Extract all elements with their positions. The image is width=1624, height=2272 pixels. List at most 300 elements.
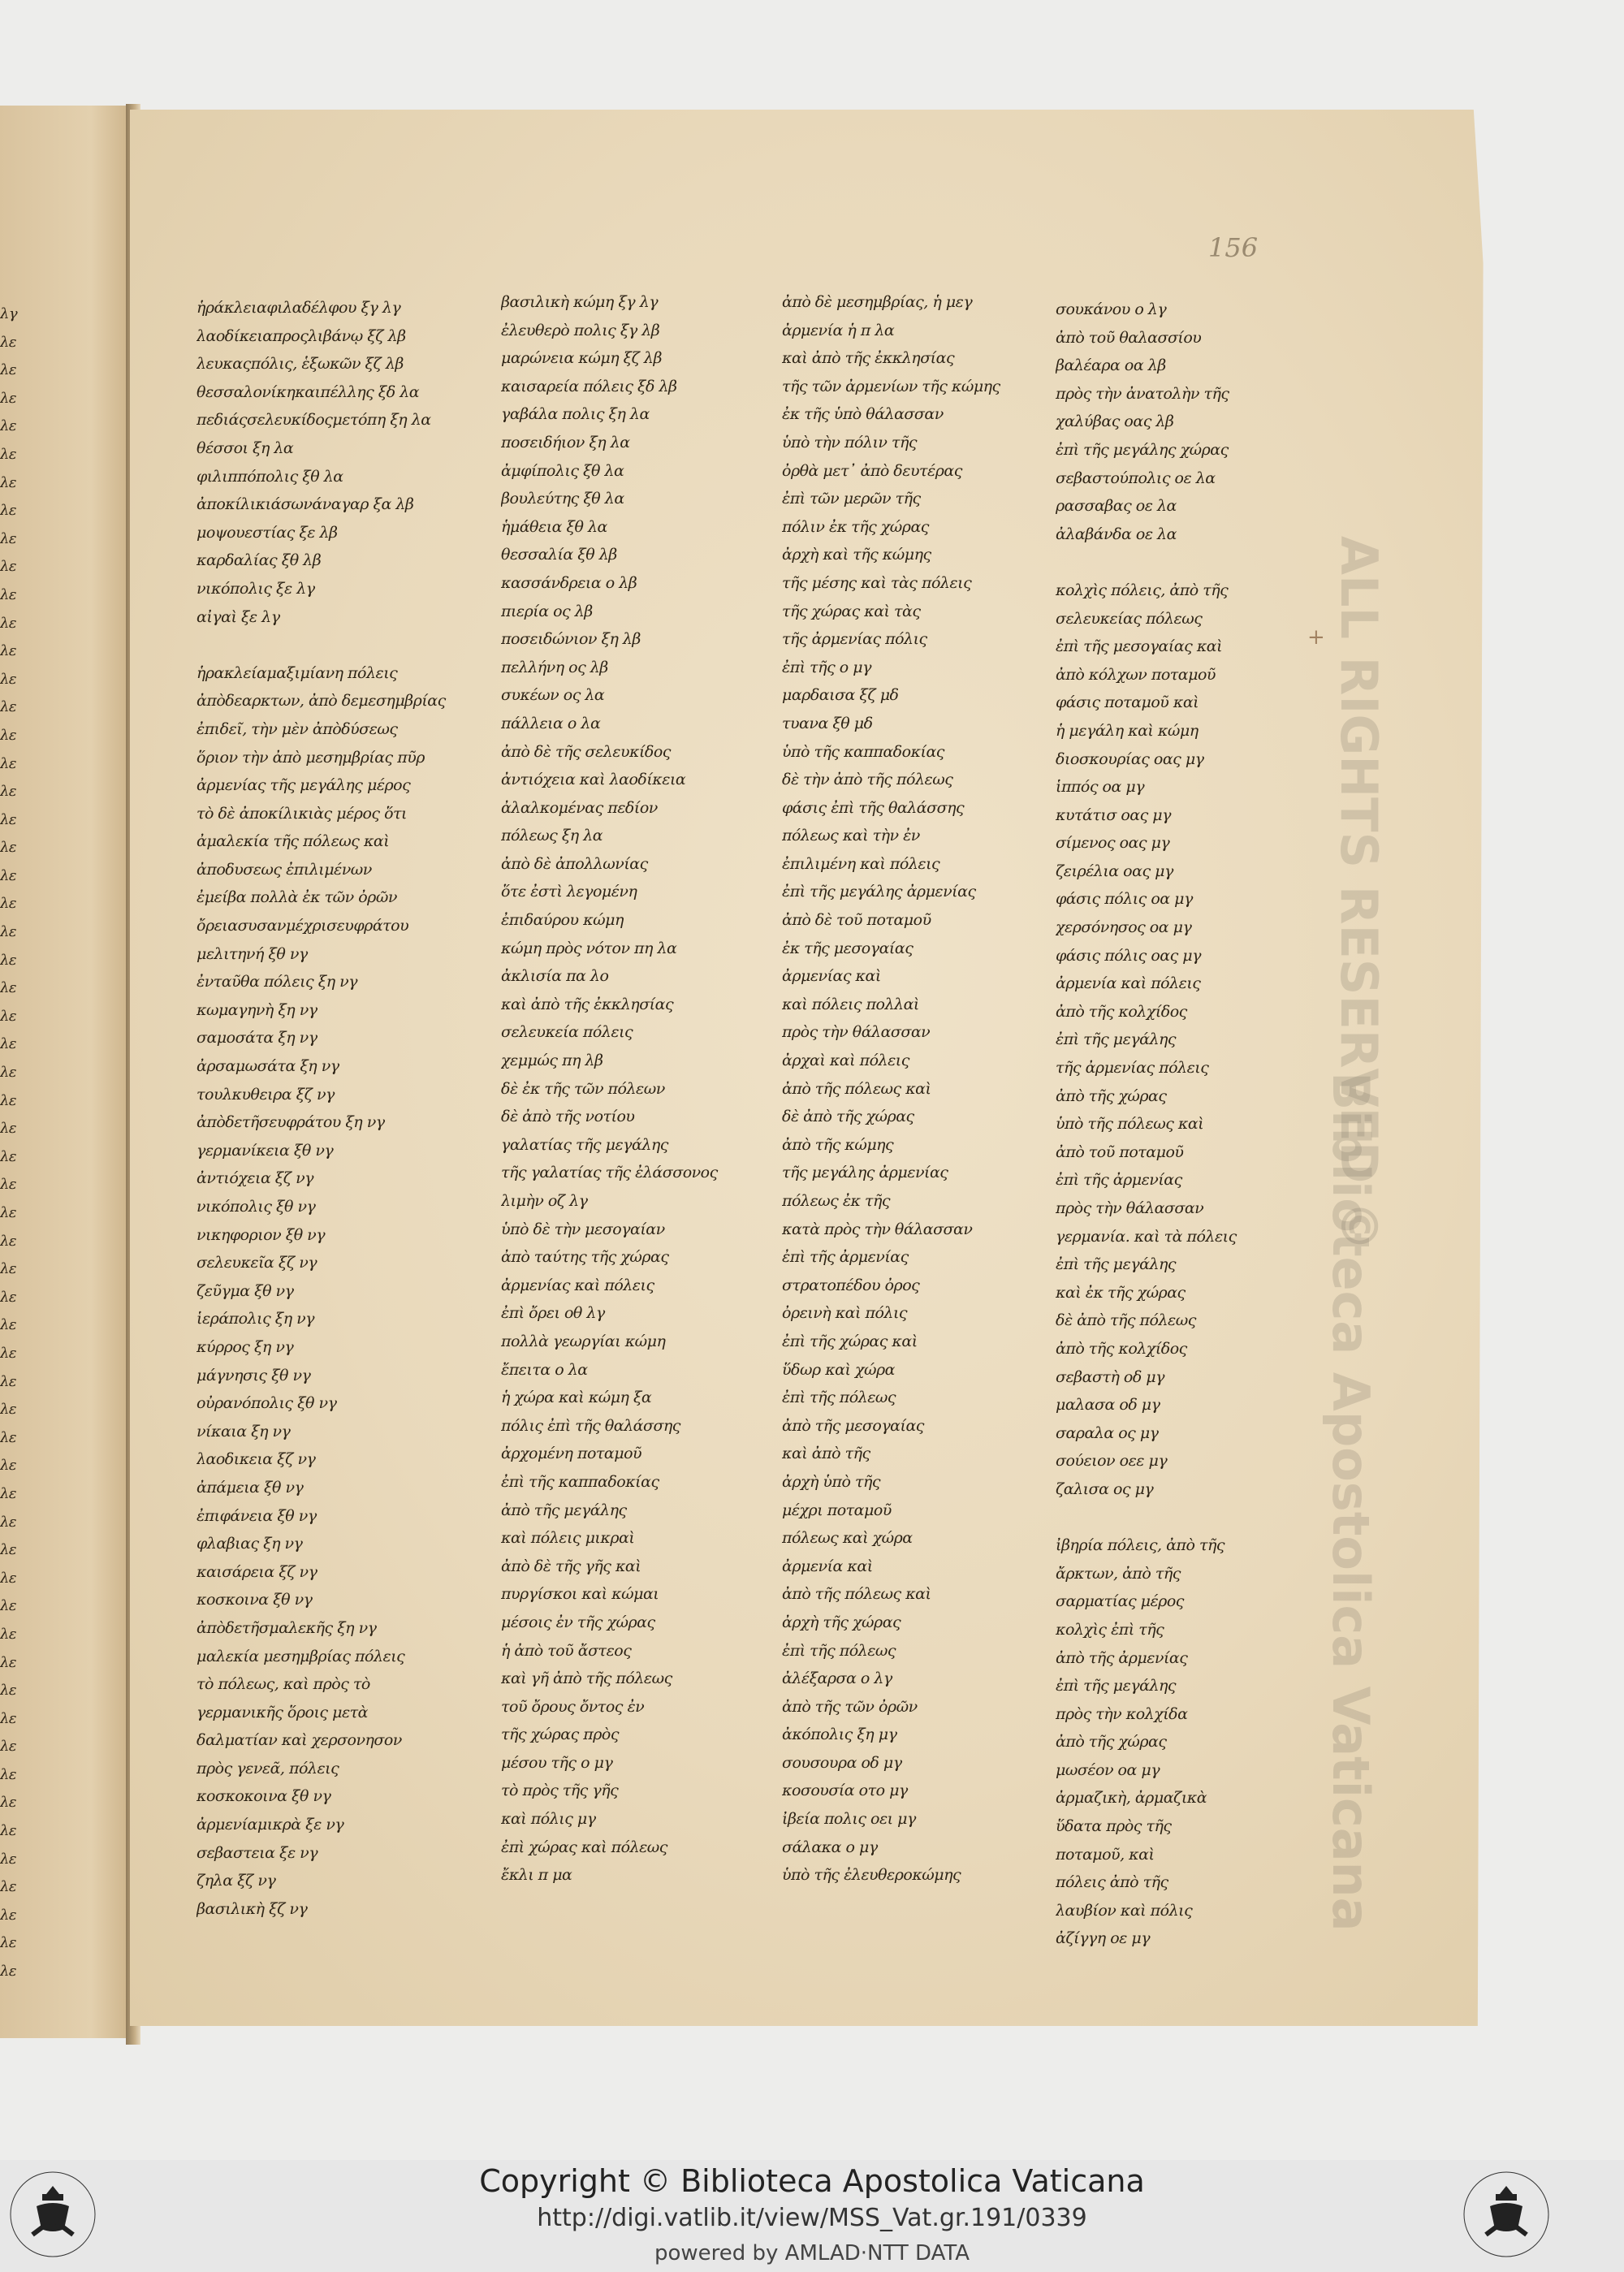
manuscript-line: πρὸς τὴν ἀνατολὴν τῆς	[1056, 384, 1229, 403]
manuscript-line: ἀρχὴ τῆς χώρας	[782, 1613, 901, 1631]
manuscript-line: ἐπὶ τῆς μεσογαίας καὶ	[1056, 637, 1223, 656]
manuscript-line: σουκάνου ο λγ	[1056, 300, 1167, 318]
manuscript-line: ἀπάμεια ξθ νγ	[197, 1478, 304, 1497]
left-margin-line: λε	[0, 810, 17, 828]
manuscript-line: ἐπὶ τῆς καππαδοκίας	[501, 1472, 659, 1491]
manuscript-line: καὶ πόλεις πολλαὶ	[782, 995, 919, 1013]
manuscript-line: λαοδίκειαπροςλιβάνῳ ξζ λβ	[197, 326, 406, 345]
manuscript-line: τῆς ἀρμενίας πόλις	[782, 630, 927, 649]
manuscript-line: ἀρμενία ἡ π λα	[782, 321, 895, 339]
manuscript-line: ἐπιδαύρου κώμη	[501, 911, 624, 930]
left-margin-line: λε	[0, 1260, 17, 1278]
manuscript-line: ὑπὸ τῆς ἐλευθεροκώμης	[782, 1866, 961, 1885]
manuscript-line: ἀποκίλικιάσωνάναγαρ ξα λβ	[197, 495, 414, 514]
manuscript-line: μαρώνεια κώμη ξζ λβ	[501, 349, 662, 368]
manuscript-line: τῆς γαλατίας τῆς ἐλάσσονος	[501, 1164, 718, 1182]
watermark-library: Biblioteca Apostolica Vaticana	[1321, 1072, 1380, 1932]
manuscript-line: μάγνησις ξθ νγ	[197, 1366, 311, 1384]
manuscript-line: κατὰ πρὸς τὴν θάλασσαν	[782, 1220, 973, 1238]
manuscript-line: κοσκοινα ξθ νγ	[197, 1591, 313, 1609]
manuscript-line: πολλὰ γεωργίαι κώμη	[501, 1332, 666, 1350]
manuscript-line: κολχὶς ἐπὶ τῆς	[1056, 1620, 1164, 1639]
manuscript-line: καὶ ἀπὸ τῆς ἐκκλησίας	[501, 995, 674, 1013]
left-margin-line: λε	[0, 1906, 17, 1924]
manuscript-line: μαρδαισα ξζ μδ	[782, 686, 899, 705]
manuscript-line: ἀρχομένη ποταμοῦ	[501, 1445, 642, 1463]
manuscript-line: μελιτηνή ξθ νγ	[197, 944, 308, 963]
left-margin-line: λε	[0, 698, 17, 716]
manuscript-line: ἀπὸ τοῦ θαλασσίου	[1056, 328, 1202, 347]
manuscript-line: χεμμώς πη λβ	[501, 1052, 603, 1070]
manuscript-line: πιερία ος λβ	[501, 602, 593, 620]
manuscript-line: ἀπὸ δὲ μεσημβρίας, ἡ μεγ	[782, 293, 973, 311]
manuscript-line: ὅτε ἐστὶ λεγομένη	[501, 883, 637, 901]
manuscript-line: ἀμαλεκία τῆς πόλεως καὶ	[197, 832, 390, 851]
manuscript-line: ὄρειασυσανμέχρισευφράτου	[197, 917, 409, 935]
left-margin-line: λε	[0, 585, 17, 603]
manuscript-line: βουλεύτης ξθ λα	[501, 490, 624, 508]
left-margin-line: λε	[0, 1850, 17, 1868]
manuscript-line: ἡράκλειαφιλαδέλφου ξγ λγ	[197, 299, 401, 317]
left-margin-line: λε	[0, 895, 17, 913]
left-margin-line: λε	[0, 389, 17, 407]
manuscript-line: σαμοσάτα ξη νγ	[197, 1029, 317, 1047]
manuscript-line: ἐπὶ τῶν μερῶν τῆς	[782, 490, 921, 508]
left-margin-line: λε	[0, 866, 17, 884]
manuscript-line: κυτάτισ οας μγ	[1056, 806, 1171, 824]
manuscript-line: καὶ ἐκ τῆς χώρας	[1056, 1283, 1186, 1302]
manuscript-line	[1056, 548, 1324, 577]
manuscript-line: πόλεις ἀπὸ τῆς	[1056, 1873, 1168, 1892]
left-margin-line: λε	[0, 529, 17, 547]
manuscript-line: μοψουεστίας ξε λβ	[197, 523, 338, 542]
manuscript-line: ἡ ἀπὸ τοῦ ἄστεος	[501, 1641, 632, 1660]
manuscript-line: λευκαςπόλις, ἑξωκῶν ξζ λβ	[197, 355, 404, 374]
manuscript-line: καὶ ἀπὸ τῆς	[782, 1445, 870, 1463]
manuscript-line: καρδαλίας ξθ λβ	[197, 551, 322, 570]
manuscript-line: νικόπολις ξε λγ	[197, 579, 315, 598]
manuscript-line: συκέων ος λα	[501, 686, 605, 705]
manuscript-line: καὶ πόλεις μικραὶ	[501, 1529, 635, 1548]
manuscript-line: φάσις πόλις οα μγ	[1056, 890, 1193, 909]
manuscript-line: ἀρμαζικὴ, ἀρμαζικὰ	[1056, 1789, 1207, 1808]
manuscript-line: κοσκοκοινα ξθ νγ	[197, 1787, 331, 1806]
left-margin-line: λε	[0, 473, 17, 491]
manuscript-line: σούειον οεε μγ	[1056, 1452, 1168, 1471]
manuscript-line: θέσσοι ξη λα	[197, 438, 294, 457]
text-column-4	[1056, 296, 1324, 1953]
manuscript-line: καὶ γῆ ἀπὸ τῆς πόλεως	[501, 1669, 672, 1688]
manuscript-line: ποσειδήιον ξη λα	[501, 433, 630, 451]
powered-by-text: powered by AMLAD·NTT DATA	[654, 2241, 970, 2266]
manuscript-line: τῆς μέσης καὶ τὰς πόλεις	[782, 573, 972, 592]
manuscript-line: τοῦ ὄρους ὄντος ἐν	[501, 1697, 645, 1716]
manuscript-line: ἄρκτων, ἀπὸ τῆς	[1056, 1564, 1181, 1583]
manuscript-line: ἀρσαμωσάτα ξη νγ	[197, 1057, 339, 1076]
left-margin-line: λε	[0, 979, 17, 997]
manuscript-line: τυανα ξθ μδ	[782, 714, 873, 732]
left-margin-line: λε	[0, 417, 17, 435]
manuscript-line: χερσόνησος οα μγ	[1056, 918, 1192, 937]
left-margin-line: λε	[0, 1120, 17, 1138]
manuscript-line: μέσοις ἐν τῆς χώρας	[501, 1613, 655, 1631]
manuscript-line: ἐπὶ τῆς μεγάλης ἀρμενίας	[782, 883, 976, 901]
manuscript-line: θεσσαλία ξθ λβ	[501, 546, 617, 564]
left-margin-line: λε	[0, 1653, 17, 1671]
left-margin-line: λε	[0, 1035, 17, 1053]
left-margin-line: λε	[0, 1147, 17, 1165]
manuscript-line: ὕδωρ καὶ χώρα	[782, 1360, 895, 1379]
manuscript-line: πόλεως καὶ χώρα	[782, 1529, 913, 1548]
manuscript-line: μαλεκία μεσημβρίας πόλεις	[197, 1647, 405, 1665]
text-column-1	[197, 294, 464, 1923]
manuscript-line: ἀρχὴ ὑπὸ τῆς	[782, 1472, 880, 1491]
manuscript-line: πόλιν ἐκ τῆς χώρας	[782, 517, 929, 536]
left-margin-line: λε	[0, 1007, 17, 1025]
manuscript-line: ἀρχὴ καὶ τῆς κώμης	[782, 546, 931, 564]
manuscript-line: θεσσαλονίκηκαιπέλλης ξδ λα	[197, 382, 420, 401]
manuscript-line: φάσις ἐπὶ τῆς θαλάσσης	[782, 798, 965, 817]
manuscript-line: ζαλισα ος μγ	[1056, 1479, 1154, 1498]
left-margin-line: λε	[0, 1484, 17, 1502]
manuscript-line: γαλατίας τῆς μεγάλης	[501, 1135, 668, 1154]
left-margin-line: λε	[0, 1738, 17, 1756]
manuscript-line: κώμη πρὸς νότον πη λα	[501, 939, 677, 957]
manuscript-line: ἐπὶ τῆς ἀρμενίας	[1056, 1171, 1182, 1190]
manuscript-line: ἀπὸδετῆσευφράτου ξη νγ	[197, 1113, 385, 1132]
left-margin-line: λε	[0, 502, 17, 520]
manuscript-line: ἀρμενίας τῆς μεγάλης μέρος	[197, 776, 411, 795]
left-margin-line: λε	[0, 839, 17, 857]
manuscript-line: ὕδατα πρὸς τῆς	[1056, 1817, 1172, 1836]
manuscript-line: γερμανίκεια ξθ νγ	[197, 1141, 334, 1160]
manuscript-line: πρὸς γενεᾶ, πόλεις	[197, 1759, 339, 1777]
manuscript-line: καὶ πόλις μγ	[501, 1810, 596, 1829]
manuscript-line: ἀρμενίας καὶ πόλεις	[501, 1276, 654, 1294]
left-margin-line: λε	[0, 1963, 17, 1980]
manuscript-line: ἀπὸ τῆς πόλεως καὶ	[782, 1079, 931, 1098]
manuscript-line: ὑπὸ τῆς πόλεως καὶ	[1056, 1115, 1204, 1134]
manuscript-line: ἐπὶ τῆς ἀρμενίας	[782, 1248, 909, 1267]
text-column-3	[782, 288, 1050, 1890]
manuscript-line: ἐμείβα πολλὰ ἐκ τῶν ὀρῶν	[197, 888, 397, 907]
manuscript-line: τουλκυθειρα ξζ νγ	[197, 1085, 335, 1104]
text-column-2	[501, 288, 769, 1890]
manuscript-line: πρὸς τὴν θάλασσαν	[1056, 1199, 1204, 1217]
manuscript-line: δὲ ἀπὸ τῆς χώρας	[782, 1108, 914, 1126]
manuscript-line: στρατοπέδου ὀρος	[782, 1276, 920, 1294]
manuscript-line: ἰβεία πολις οει μγ	[782, 1810, 916, 1829]
manuscript-line: ὅριον τὴν ἀπὸ μεσημβρίας πῦρ	[197, 748, 425, 767]
left-margin-line: λε	[0, 642, 17, 660]
manuscript-line: μαλασα οδ μγ	[1056, 1396, 1160, 1415]
manuscript-line: ἡρακλείαμαξιμίανη πόλεις	[197, 663, 398, 682]
manuscript-line: πάλλεια ο λα	[501, 714, 601, 732]
manuscript-line: ἔπειτα ο λα	[501, 1360, 588, 1379]
left-page-edge	[0, 106, 130, 2038]
manuscript-line: σεβαστούπολις οε λα	[1056, 469, 1216, 487]
manuscript-line: ἐπιλιμένη καὶ πόλεις	[782, 854, 940, 873]
manuscript-line: ἐπὶ χώρας καὶ πόλεως	[501, 1838, 667, 1856]
manuscript-line: ἀζίγγη οε μγ	[1056, 1929, 1151, 1948]
manuscript-line: ζεῦγμα ξθ νγ	[197, 1281, 294, 1300]
left-margin-line: λε	[0, 1569, 17, 1587]
left-margin-line: λε	[0, 923, 17, 941]
manuscript-line: ἐκ τῆς μεσογαίας	[782, 939, 914, 957]
manuscript-line: λαυβίον καὶ πόλις	[1056, 1901, 1193, 1920]
manuscript-line: οὐρανόπολις ξθ νγ	[197, 1394, 337, 1413]
manuscript-line: ἀπὸ δὲ τῆς σελευκίδος	[501, 742, 671, 761]
source-url[interactable]: http://digi.vatlib.it/view/MSS_Vat.gr.191/0339	[537, 2204, 1087, 2232]
manuscript-line: σελευκεία πόλεις	[501, 1023, 633, 1042]
left-margin-line: λε	[0, 1204, 17, 1221]
left-margin-line: λε	[0, 1765, 17, 1783]
manuscript-line	[1056, 1504, 1324, 1532]
manuscript-line: ἐκ τῆς ὑπὸ θάλασσαν	[782, 405, 944, 424]
left-margin-line: λε	[0, 951, 17, 969]
manuscript-line: ἔκλι π μα	[501, 1866, 572, 1885]
manuscript-line: τῆς χώρας καὶ τὰς	[782, 602, 921, 620]
left-margin-line: λε	[0, 1597, 17, 1615]
manuscript-line: ἐπὶ τῆς μεγάλης	[1056, 1030, 1177, 1049]
manuscript-line: κωμαγηνὴ ξη νγ	[197, 1000, 317, 1019]
manuscript-line: ἐπὶ τῆς χώρας καὶ	[782, 1332, 918, 1350]
manuscript-line: ἀπὸ τῆς πόλεως καὶ	[782, 1585, 931, 1604]
left-margin-line: λε	[0, 1401, 17, 1419]
manuscript-line: φλαβιας ξη νγ	[197, 1535, 303, 1553]
manuscript-line: ἀπὸ δὲ τῆς γῆς καὶ	[501, 1557, 641, 1575]
manuscript-line: φάσις πόλις οας μγ	[1056, 946, 1201, 965]
manuscript-line: διοσκουρίας οας μγ	[1056, 749, 1204, 768]
manuscript-line: ἡμάθεια ξθ λα	[501, 517, 607, 536]
manuscript-line: ἀκόπολις ξη μγ	[782, 1726, 897, 1744]
manuscript-line: καισαρεία πόλεις ξδ λβ	[501, 377, 677, 395]
left-margin-line: λε	[0, 1709, 17, 1727]
watermark-rights: ALL RIGHTS RESERVED ©	[1329, 536, 1389, 1251]
manuscript-line: ἀλαβάνδα οε λα	[1056, 525, 1177, 543]
manuscript-line: ἐπὶ τῆς πόλεως	[782, 1389, 896, 1407]
manuscript-line: ἀπὸ τῆς κολχίδος	[1056, 1339, 1187, 1358]
manuscript-line: ἀμφίπολις ξθ λα	[501, 461, 624, 480]
manuscript-line: σίμενος οας μγ	[1056, 834, 1170, 853]
manuscript-line: γαβάλα πολις ξη λα	[501, 405, 650, 424]
manuscript-line: ἡ χώρα καὶ κώμη ξα	[501, 1389, 652, 1407]
manuscript-line: μέσου τῆς ο μγ	[501, 1753, 613, 1772]
manuscript-line: ἰβηρία πόλεις, ἀπὸ τῆς	[1056, 1536, 1224, 1555]
manuscript-line: σαραλα ος μγ	[1056, 1423, 1159, 1442]
left-margin-line: λε	[0, 445, 17, 463]
manuscript-line: κοσουσία οτο μγ	[782, 1782, 908, 1800]
manuscript-line: ἐνταῦθα πόλεις ξη νγ	[197, 973, 358, 991]
left-margin-line: λε	[0, 361, 17, 379]
left-margin-line: λε	[0, 726, 17, 744]
manuscript-line: φάσις ποταμοῦ καὶ	[1056, 693, 1199, 712]
left-margin-line: λε	[0, 1288, 17, 1306]
copyright-text: Copyright © Biblioteca Apostolica Vaticana	[479, 2163, 1145, 2199]
manuscript-line: ἀπὸ ταύτης τῆς χώρας	[501, 1248, 669, 1267]
left-margin-line: λε	[0, 1682, 17, 1700]
manuscript-line: κύρρος ξη νγ	[197, 1337, 294, 1356]
left-margin-line: λε	[0, 614, 17, 632]
left-margin-line: λε	[0, 1513, 17, 1531]
left-margin-line: λε	[0, 1794, 17, 1812]
manuscript-line: αἰγαὶ ξε λγ	[197, 607, 280, 626]
manuscript-line: ἐπὶ τῆς μεγάλης	[1056, 1255, 1177, 1274]
manuscript-line: ἀκλισία πα λο	[501, 967, 609, 986]
left-margin-line: λε	[0, 1091, 17, 1109]
manuscript-line: φιλιππόπολις ξθ λα	[197, 467, 343, 486]
manuscript-line: ἐλευθερὸ πολις ξγ λβ	[501, 321, 660, 339]
manuscript-line: σελευκείας πόλεως	[1056, 609, 1203, 628]
manuscript-line: ἀπὸ κόλχων ποταμοῦ	[1056, 665, 1216, 684]
manuscript-line: ἀλέξαρσα ο λγ	[782, 1669, 892, 1688]
manuscript-line: τῆς τῶν ἀρμενίων τῆς κώμης	[782, 377, 1000, 395]
manuscript-line: σελευκεῖα ξζ νγ	[197, 1254, 317, 1272]
manuscript-line: ἀπὸ δὲ τοῦ ποταμοῦ	[782, 911, 931, 930]
manuscript-line: πεδιάςσελευκίδοςμετόπη ξη λα	[197, 411, 431, 430]
manuscript-line: ὑπὸ τὴν πόλιν τῆς	[782, 433, 918, 451]
manuscript-line: ὑπὸ τῆς καππαδοκίας	[782, 742, 944, 761]
manuscript-line: τὸ δὲ ἀποκίλικιὰς μέρος ὅτι	[197, 804, 407, 823]
manuscript-line: πόλις ἐπὶ τῆς θαλάσσης	[501, 1416, 680, 1435]
left-margin-line: λε	[0, 1934, 17, 1952]
manuscript-line: χαλύβας οας λβ	[1056, 413, 1174, 431]
manuscript-line: σάλακα ο μγ	[782, 1838, 878, 1856]
manuscript-line: νικόπολις ξθ νγ	[197, 1198, 316, 1216]
manuscript-line: νικηφοριον ξθ νγ	[197, 1225, 326, 1244]
manuscript-line: γερμανία. καὶ τὰ πόλεις	[1056, 1227, 1237, 1246]
manuscript-line: ἀπὸδετῆσμαλεκῆς ξη νγ	[197, 1618, 377, 1637]
manuscript-line: πόλεως ξη λα	[501, 827, 603, 845]
left-margin-line: λε	[0, 1176, 17, 1194]
manuscript-line: σεβαστεια ξε νγ	[197, 1843, 318, 1862]
left-margin-line: λε	[0, 1822, 17, 1840]
manuscript-line: πόλεως ἐκ τῆς	[782, 1192, 891, 1210]
manuscript-line: ἐπὶ ὄρει οθ λγ	[501, 1304, 605, 1323]
manuscript-line: ἐπὶ τῆς μεγάλης	[1056, 1677, 1177, 1695]
manuscript-line: ἀπὸ τῆς ἀρμενίας	[1056, 1648, 1188, 1667]
manuscript-line: ἀπὸ τῆς τῶν ὀρῶν	[782, 1697, 918, 1716]
manuscript-line: λαοδικεια ξζ νγ	[197, 1450, 316, 1469]
manuscript-line: βασιλικὴ κώμη ξγ λγ	[501, 293, 659, 311]
manuscript-line: πρὸς τὴν κολχίδα	[1056, 1704, 1188, 1723]
manuscript-line: τῆς ἀρμενίας πόλεις	[1056, 1059, 1209, 1078]
manuscript-line: ποσειδώνιον ξη λβ	[501, 630, 641, 649]
manuscript-line: ἀντιόχεια ξζ νγ	[197, 1169, 314, 1188]
left-margin-line: λε	[0, 1316, 17, 1334]
manuscript-line: ρασσαβας οε λα	[1056, 497, 1177, 516]
manuscript-line: ἐπὶ τῆς μεγάλης χώρας	[1056, 440, 1229, 459]
left-margin-line: λε	[0, 1625, 17, 1643]
manuscript-line: ἐπὶ τῆς πόλεως	[782, 1641, 896, 1660]
manuscript-line: ζηλα ξζ νγ	[197, 1872, 276, 1890]
manuscript-line: τῆς χώρας πρὸς	[501, 1726, 619, 1744]
manuscript-line: γερμανικῆς ὅροις μετὰ	[197, 1703, 368, 1721]
manuscript-line: ἀρχαὶ καὶ πόλεις	[782, 1052, 909, 1070]
manuscript-line: ἱεράπολις ξη νγ	[197, 1310, 315, 1328]
left-margin-line: λε	[0, 670, 17, 688]
manuscript-line: ὑπὸ δὲ τὴν μεσογαίαν	[501, 1220, 665, 1238]
left-margin-line: λε	[0, 333, 17, 351]
manuscript-line: ὀρθὰ μετ᾽ ἀπὸ δευτέρας	[782, 461, 962, 480]
left-margin-text	[0, 300, 89, 1986]
manuscript-line: ζειρέλια οας μγ	[1056, 862, 1173, 880]
left-margin-line: λε	[0, 1064, 17, 1082]
manuscript-line: καὶ ἀπὸ τῆς ἐκκλησίας	[782, 349, 955, 368]
manuscript-line: ἀρμενίας καὶ	[782, 967, 881, 986]
manuscript-line: πρὸς τὴν θάλασσαν	[782, 1023, 931, 1042]
manuscript-line: ἀπὸ τῆς κολχίδος	[1056, 1002, 1187, 1021]
manuscript-line: κολχὶς πόλεις, ἀπὸ τῆς	[1056, 581, 1229, 599]
left-margin-line: λε	[0, 1457, 17, 1475]
manuscript-line: ἀρμενία καὶ πόλεις	[1056, 974, 1201, 993]
manuscript-line: βαλέαρα οα λβ	[1056, 356, 1166, 375]
margin-mark: +	[1307, 625, 1325, 650]
manuscript-line: ἀπὸ δὲ ἀπολλωνίας	[501, 854, 648, 873]
manuscript-line: ἀπὸ τῆς χώρας	[1056, 1733, 1167, 1752]
manuscript-line: ἱππός οα μγ	[1056, 778, 1145, 797]
left-margin-line: λε	[0, 1541, 17, 1559]
manuscript-line: ἐπὶ τῆς ο μγ	[782, 658, 871, 676]
manuscript-line: δὲ τὴν ἀπὸ τῆς πόλεως	[782, 771, 953, 789]
manuscript-line: ἀπὸ τῆς χώρας	[1056, 1086, 1167, 1105]
manuscript-line: ἀρμενία καὶ	[782, 1557, 873, 1575]
manuscript-line: τῆς μεγάλης ἀρμενίας	[782, 1164, 948, 1182]
manuscript-line: δὲ ἀπὸ τῆς νοτίου	[501, 1108, 635, 1126]
manuscript-line: πελλήνη ος λβ	[501, 658, 608, 676]
manuscript-line: ποταμοῦ, καὶ	[1056, 1845, 1155, 1864]
manuscript-line: πυργίσκοι καὶ κώμαι	[501, 1585, 659, 1604]
manuscript-line: καισάρεια ξζ νγ	[197, 1562, 317, 1581]
manuscript-line: τὸ πρὸς τῆς γῆς	[501, 1782, 619, 1800]
manuscript-line: μέχρι ποταμοῦ	[782, 1501, 892, 1519]
manuscript-line: ἐπιφάνεια ξθ νγ	[197, 1506, 317, 1525]
left-margin-line: λε	[0, 1344, 17, 1362]
manuscript-line: σεβαστὴ οδ μγ	[1056, 1367, 1165, 1386]
manuscript-line: τὸ πόλεως, καὶ πρὸς τὸ	[197, 1675, 370, 1694]
manuscript-line: ἐπιδεῖ, τὴν μὲν ἀπὸδύσεως	[197, 719, 398, 738]
manuscript-line: ἀπὸ τῆς κώμης	[782, 1135, 894, 1154]
manuscript-line: ἀπὸδεαρκτων, ἀπὸ δεμεσημβρίας	[197, 692, 446, 711]
manuscript-line: δὲ ἐκ τῆς τῶν πόλεων	[501, 1079, 665, 1098]
manuscript-line: νίκαια ξη νγ	[197, 1422, 291, 1441]
manuscript-line: μωσέον οα μγ	[1056, 1760, 1160, 1779]
left-margin-line: λε	[0, 558, 17, 576]
manuscript-line: ἀλαλκομένας πεδίον	[501, 798, 658, 817]
left-margin-line: λε	[0, 754, 17, 772]
manuscript-line: σαρματίας μέρος	[1056, 1592, 1184, 1611]
manuscript-line	[197, 631, 464, 659]
left-margin-line: λε	[0, 1232, 17, 1250]
left-margin-line: λε	[0, 783, 17, 801]
manuscript-line: ἀπὸ τοῦ ποταμοῦ	[1056, 1142, 1184, 1161]
manuscript-line: ἀρμενίαμικρὰ ξε νγ	[197, 1816, 344, 1834]
manuscript-line: βασιλικὴ ξζ νγ	[197, 1899, 308, 1918]
left-margin-line: λε	[0, 1372, 17, 1390]
manuscript-line: κασσάνδρεια ο λβ	[501, 573, 637, 592]
folio-number: 156	[1208, 232, 1259, 263]
manuscript-line: πόλεως καὶ τὴν ἐν	[782, 827, 920, 845]
manuscript-line: ἀπὸ τῆς μεσογαίας	[782, 1416, 924, 1435]
manuscript-line: ἀπὸ τῆς μεγάλης	[501, 1501, 627, 1519]
manuscript-line: δαλματίαν καὶ χερσονησον	[197, 1731, 402, 1750]
manuscript-line: λιμὴν οζ λγ	[501, 1192, 588, 1210]
manuscript-line: δὲ ἀπὸ τῆς πόλεως	[1056, 1311, 1196, 1330]
manuscript-line: σουσουρα οδ μγ	[782, 1753, 902, 1772]
manuscript-line: ἀντιόχεια καὶ λαοδίκεια	[501, 771, 686, 789]
left-margin-line: λγ	[0, 305, 18, 322]
manuscript-line: ἀποδυσεως ἐπιλιμένων	[197, 860, 372, 879]
